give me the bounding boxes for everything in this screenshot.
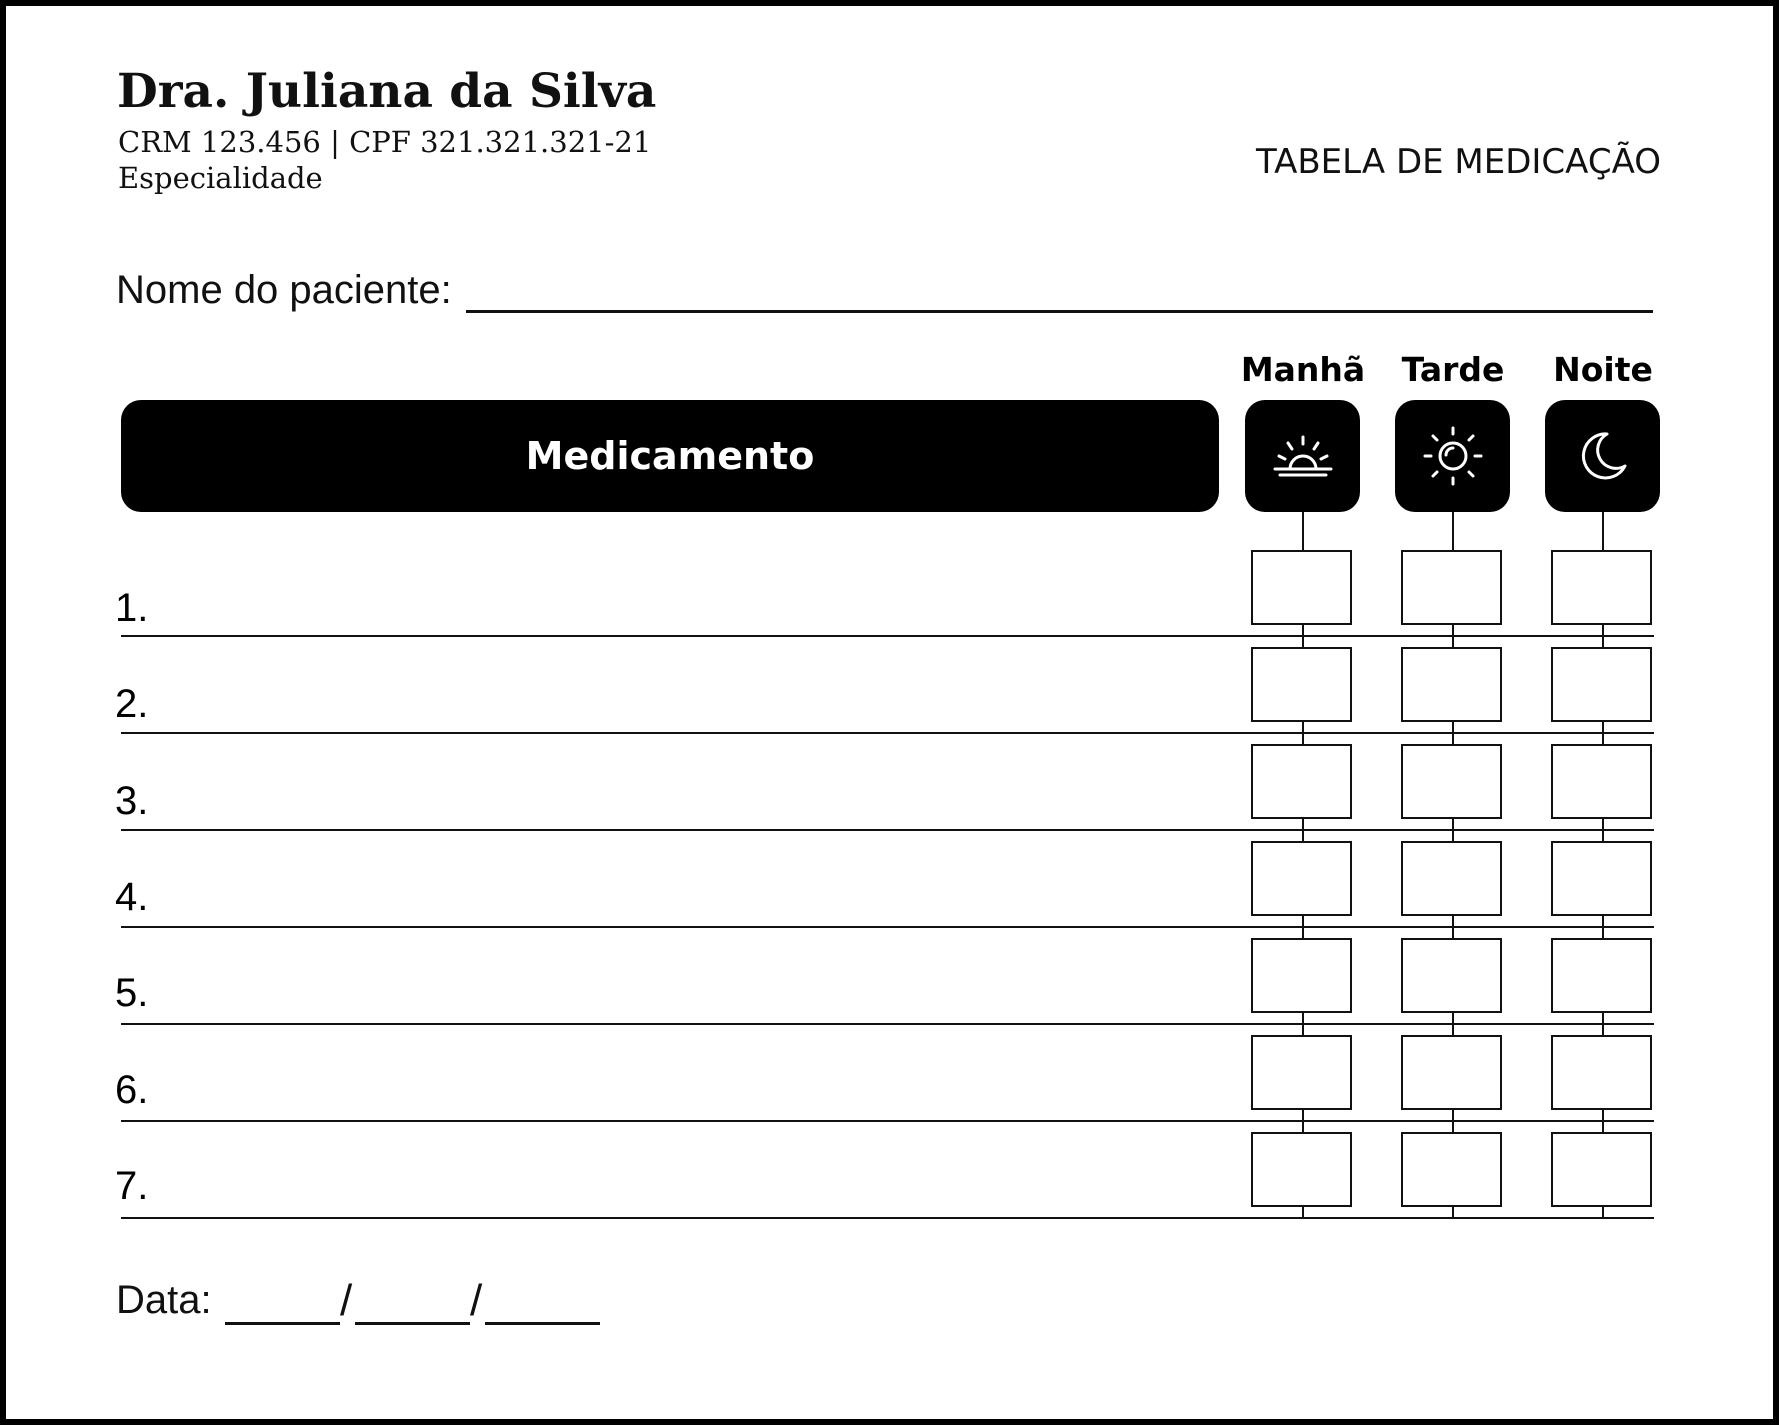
checkbox-night[interactable] bbox=[1551, 744, 1652, 819]
period-label-morning: Manhã bbox=[1240, 350, 1366, 389]
checkbox-morning[interactable] bbox=[1251, 647, 1352, 722]
checkbox-afternoon[interactable] bbox=[1401, 938, 1502, 1013]
row-number: 4. bbox=[115, 875, 149, 919]
sun-icon bbox=[1421, 424, 1485, 488]
row-number: 1. bbox=[115, 586, 149, 630]
medication-line[interactable] bbox=[121, 635, 1654, 637]
doctor-name: Dra. Juliana da Silva bbox=[117, 64, 657, 119]
morning-header-box bbox=[1245, 400, 1360, 512]
medication-line[interactable] bbox=[121, 829, 1654, 831]
night-header-box bbox=[1545, 400, 1660, 512]
checkbox-morning[interactable] bbox=[1251, 550, 1352, 625]
checkbox-night[interactable] bbox=[1551, 938, 1652, 1013]
medication-line[interactable] bbox=[121, 1120, 1654, 1122]
checkbox-afternoon[interactable] bbox=[1401, 744, 1502, 819]
checkbox-night[interactable] bbox=[1551, 1035, 1652, 1110]
date-separator: / bbox=[470, 1276, 483, 1325]
patient-name-label: Nome do paciente: bbox=[116, 268, 452, 312]
checkbox-morning[interactable] bbox=[1251, 1132, 1352, 1207]
document-title: TABELA DE MEDICAÇÃO bbox=[1255, 142, 1661, 182]
checkbox-morning[interactable] bbox=[1251, 744, 1352, 819]
date-month-field[interactable] bbox=[355, 1322, 470, 1325]
date-label: Data: bbox=[116, 1278, 212, 1322]
medication-line[interactable] bbox=[121, 732, 1654, 734]
sunrise-icon bbox=[1268, 431, 1338, 481]
row-number: 6. bbox=[115, 1068, 149, 1112]
medication-line[interactable] bbox=[121, 1023, 1654, 1025]
date-day-field[interactable] bbox=[225, 1322, 340, 1325]
checkbox-night[interactable] bbox=[1551, 550, 1652, 625]
checkbox-afternoon[interactable] bbox=[1401, 647, 1502, 722]
checkbox-afternoon[interactable] bbox=[1401, 1035, 1502, 1110]
checkbox-morning[interactable] bbox=[1251, 841, 1352, 916]
row-number: 2. bbox=[115, 682, 149, 726]
period-label-afternoon: Tarde bbox=[1401, 350, 1505, 389]
checkbox-afternoon[interactable] bbox=[1401, 550, 1502, 625]
date-year-field[interactable] bbox=[485, 1322, 600, 1325]
afternoon-header-box bbox=[1395, 400, 1510, 512]
checkbox-night[interactable] bbox=[1551, 841, 1652, 916]
checkbox-morning[interactable] bbox=[1251, 938, 1352, 1013]
checkbox-night[interactable] bbox=[1551, 1132, 1652, 1207]
period-label-night: Noite bbox=[1553, 350, 1653, 389]
doctor-specialty: Especialidade bbox=[118, 161, 323, 195]
checkbox-morning[interactable] bbox=[1251, 1035, 1352, 1110]
medication-header bbox=[121, 400, 1219, 512]
medication-line[interactable] bbox=[121, 926, 1654, 928]
checkbox-afternoon[interactable] bbox=[1401, 1132, 1502, 1207]
date-separator: / bbox=[340, 1276, 353, 1325]
row-number: 3. bbox=[115, 779, 149, 823]
doctor-ids: CRM 123.456 | CPF 321.321.321-21 bbox=[118, 125, 652, 159]
row-number: 5. bbox=[115, 971, 149, 1015]
checkbox-afternoon[interactable] bbox=[1401, 841, 1502, 916]
medication-line[interactable] bbox=[121, 1217, 1654, 1219]
medication-header-label: Medicamento bbox=[525, 434, 815, 478]
row-number: 7. bbox=[115, 1164, 149, 1208]
moon-icon bbox=[1573, 426, 1633, 486]
patient-name-field[interactable] bbox=[466, 310, 1653, 313]
checkbox-night[interactable] bbox=[1551, 647, 1652, 722]
